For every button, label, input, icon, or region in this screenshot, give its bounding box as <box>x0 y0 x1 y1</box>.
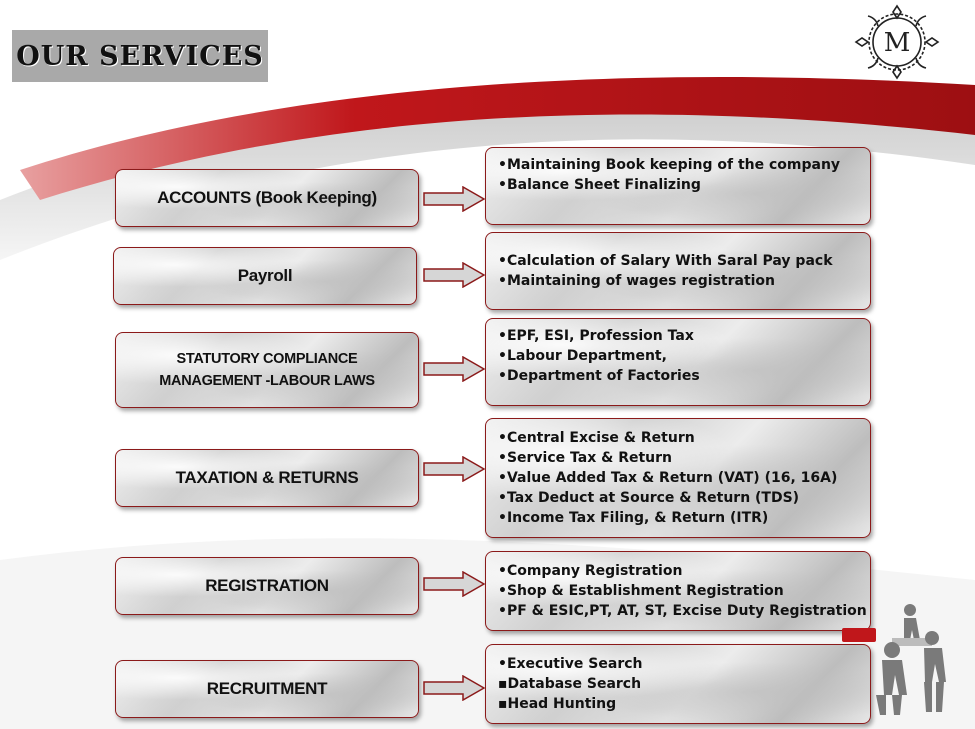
arrow-right-icon <box>423 262 485 288</box>
service-name: REGISTRATION <box>205 576 329 595</box>
service-taxation <box>115 449 419 507</box>
detail-item: •Department of Factories <box>498 368 700 384</box>
detail-item: •Maintaining Book keeping of the company <box>498 157 841 173</box>
service-name: RECRUITMENT <box>206 679 328 698</box>
detail-item: ▪Database Search <box>498 676 642 692</box>
detail-item: •Company Registration <box>498 563 683 579</box>
arrow-right-icon <box>423 186 485 212</box>
service-payroll <box>113 247 417 305</box>
service-details-statutory <box>485 318 871 406</box>
detail-item: •Income Tax Filing, & Return (ITR) <box>498 510 769 526</box>
arrow-right-icon <box>423 571 485 597</box>
service-accounts <box>115 169 419 227</box>
detail-item: •Executive Search <box>498 656 643 672</box>
service-statutory-compliance <box>115 332 419 408</box>
detail-item: •Labour Department, <box>498 348 667 364</box>
service-name: ACCOUNTS (Book Keeping) <box>157 188 377 207</box>
detail-item: •Value Added Tax & Return (VAT) (16, 16A) <box>498 470 838 486</box>
service-registration <box>115 557 419 615</box>
arrow-right-icon <box>423 675 485 701</box>
arrow-right-icon <box>423 456 485 482</box>
service-name: TAXATION & RETURNS <box>175 468 359 487</box>
service-details-payroll <box>485 232 871 310</box>
detail-item: •EPF, ESI, Profession Tax <box>498 328 694 344</box>
detail-item: •PF & ESIC,PT, AT, ST, Excise Duty Registration <box>498 603 867 619</box>
business-people-illustration <box>832 590 972 720</box>
page-title: OUR SERVICES <box>16 40 264 72</box>
detail-item: •Service Tax & Return <box>498 450 673 466</box>
service-name-line: MANAGEMENT -LABOUR LAWS <box>159 373 375 389</box>
arrow-right-icon <box>423 356 485 382</box>
detail-item: •Central Excise & Return <box>498 430 695 446</box>
detail-item: •Maintaining of wages registration <box>498 273 776 289</box>
logo-letter: M <box>883 28 911 58</box>
service-recruitment <box>115 660 419 718</box>
detail-item: •Tax Deduct at Source & Return (TDS) <box>498 490 800 506</box>
service-name-line: STATUTORY COMPLIANCE <box>176 351 358 367</box>
ornament-frame-icon <box>842 2 952 82</box>
detail-item: ▪Head Hunting <box>498 696 617 712</box>
detail-item: •Calculation of Salary With Saral Pay pack <box>498 253 833 269</box>
company-logo <box>842 2 952 82</box>
title-banner <box>12 30 268 82</box>
detail-item: •Shop & Establishment Registration <box>498 583 784 599</box>
service-details-registration <box>485 551 871 631</box>
service-name: Payroll <box>237 266 293 285</box>
service-details-taxation <box>485 418 871 538</box>
service-details-recruitment <box>485 644 871 724</box>
service-details-accounts <box>485 147 871 225</box>
detail-item: •Balance Sheet Finalizing <box>498 177 701 193</box>
